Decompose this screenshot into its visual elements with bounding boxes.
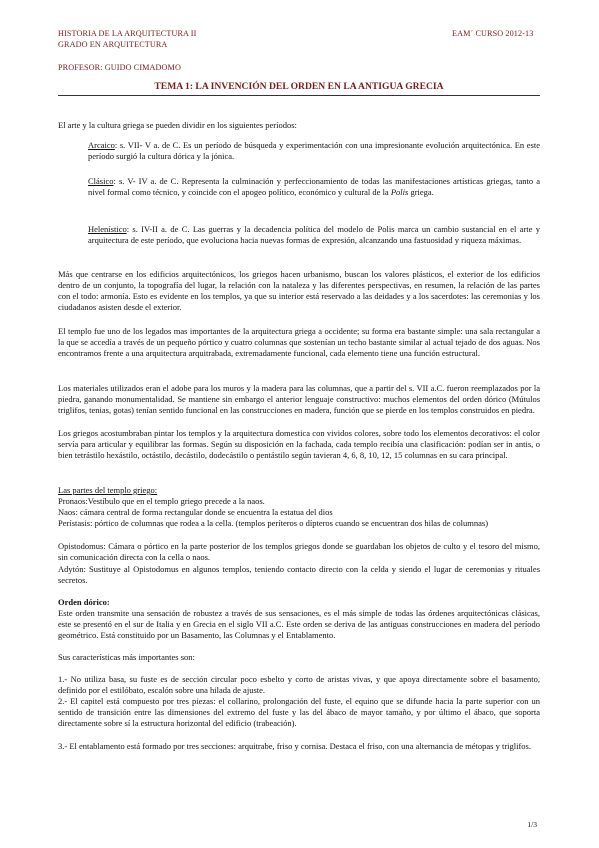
header-professor: PROFESOR: GUIDO CIMADOMO <box>58 63 181 72</box>
period-arcaico <box>88 140 540 162</box>
paragraph-templo: El templo fue uno de los legados mas importantes de la arquitectura griega a occidente; su forma era bastante simple: una sala rectangular a la que se accedía a través de un pequeño pórtico y cuatro columnas que sostenían un techo bastante similar al actual tejado de dos aguas. Nos encontramos frente a una arquitectura arquitrabada, extremadamente funcional, cada elemento tiene una función estructural. <box>58 326 540 359</box>
doric-heading: Orden dórico: <box>58 597 110 607</box>
period-clasico <box>88 176 540 198</box>
header-left <box>58 28 196 50</box>
period-text-end: griega. <box>408 187 434 198</box>
intro-paragraph: El arte y la cultura griega se pueden dividir en los siguientes períodos: <box>58 120 297 130</box>
doric-feature-1: 1.- No utiliza basa, su fuste es de sección circular poco esbelto y corto de aristas vivas, y que apoya directamente sobre el basamento, definido por el estilóbato, escalón sobre una hilada de ajuste. <box>58 674 540 696</box>
doric-description: Este orden transmite una sensación de robustez a través de sus sensaciones, es el más simple de todas las órdenes arquitectónicas clásicas, este se presentó en el sur de Italia y en Grecia en el siglo VII a.C. Este orden se deriva de las antiguas construcciones en madera del período geométrico. Está constituido por un Basamento, las Columnas y el Entablamento. <box>58 608 540 641</box>
parts-heading: Las partes del templo griego: <box>58 485 158 495</box>
doric-feature-2: 2.- El capitel está compuesto por tres piezas: el collarino, prolongación del fuste, el equino que se difunde hacia la parte superior con un sentido de transición entre las dimensiones del extremo del fuste y las del ábaco de mayor tamaño, y por último el ábaco, que soporta directamente sobre sí la estructura horizontal del edificio (trabeación). <box>58 696 540 729</box>
paragraph-materiales: Los materiales utilizados eran el adobe para los muros y la madera para las columnas, que a partir del s. VII a.C. fueron reemplazados por la piedra, ganando monumentalidad. Se mantiene sin embargo el anterior lenguaje constructivo: muchos elementos del orden dórico (Mútulos triglifos, tenias, gotas) tenían sentido funcional en las construcciones en madera, función que se pierde en los templos construidos en piedra. <box>58 383 540 416</box>
page-title: TEMA 1: LA INVENCIÓN DEL ORDEN EN LA ANTIGUA GRECIA <box>58 81 540 96</box>
page-number: 1/3 <box>527 820 537 829</box>
header-course-year: EAM´ CURSO 2012-13 <box>452 29 534 38</box>
period-text: : s. IV-II a. de C. Las guerras y la decadencia política del modelo de Polis marca un cambio sustancial en el arte y arquitectura de este período, que evoluciona hacia nuevas formas de expresión, alcanzando una fastuosidad y riqueza máximas. <box>88 224 540 246</box>
doric-features-intro: Sus características más importantes son: <box>58 652 195 662</box>
period-helenistico <box>88 224 540 246</box>
part-adyton: Adytón: Sustituye al Opistodomus en algunos templos, teniendo contacto directo con la celda y siendo el lugar de ceremonias y rituales secretos. <box>58 564 540 586</box>
period-name: Clásico <box>88 176 114 186</box>
part-opistodomus: Opistodomus: Cámara o pórtico en la parte posterior de los templos griegos donde se guardaban los objetos de culto y el tesoro del mismo, sin comunicación directa con la cella o naos. <box>58 541 540 563</box>
paragraph-colores: Los griegos acostumbraban pintar los templos y la arquitectura domestica con vividos colores, sobre todo los elementos decorativos: el color servía para articular y equilibrar las formas. Según su disposición en la fachada, cada templo recibía una clasificación: podían ser in antis, o bien tetrástilo hexástilo, octástilo, decástilo, dodecástilo o pentástilo según tavieran 4, 6, 8, 10, 12, 15 columnas en su cara principal. <box>58 428 540 461</box>
period-name: Arcaico <box>88 140 115 150</box>
period-name: Helenístico <box>88 224 127 234</box>
period-text: : s. V- IV a. de C. Representa la culminación y perfeccionamiento de todas las manifestaciones artísticas griegas, tanto a nivel formal como técnico, y coincide con el apogeo político, económico y cultural de la <box>88 176 540 198</box>
header-course-title: HISTORIA DE LA ARQUITECTURA II <box>58 29 197 38</box>
header-degree: GRADO EN ARQUITECTURA <box>58 40 168 49</box>
part-naos: Naos: cámara central de forma rectangular donde se encuentra la estatua del dios <box>58 507 333 517</box>
doric-feature-3: 3.- El entablamento está formado por tres secciones: arquitrabe, friso y cornisa. Destaca el friso, con una alternancia de métopas y triglifos. <box>58 741 531 751</box>
part-peristasis: Perístasis: pórtico de columnas que rodea a la cella. (templos períteros o dípteros cuando se encuentran dos hilas de columnas) <box>58 518 489 528</box>
paragraph-urbanismo: Más que centrarse en los edificios arquitectónicos, los griegos hacen urbanismo, buscan los valores plásticos, el exterior de los edificios dentro de un conjunto, la topografía del lugar, la relación con la nataleza y las diferentes perspectivas, en resumen, la relación de las partes con el todo: armonía. Esto es evidente en los templos, ya que su interior está reservado a las deidades y a los sacerdotes: las ceremonias y los ciudadanos asisten desde el exterior. <box>58 269 540 313</box>
part-pronaos: Pronaos:Vestíbulo que en el templo griego precede a la naos. <box>58 496 265 506</box>
polis-term: Polis <box>390 187 409 198</box>
period-text: : s. VII- V a. de C. Es un período de búsqueda y experimentación con una impresionante evolución arquitectónica. En este período surgió la cultura dórica y la jónica. <box>88 140 540 162</box>
